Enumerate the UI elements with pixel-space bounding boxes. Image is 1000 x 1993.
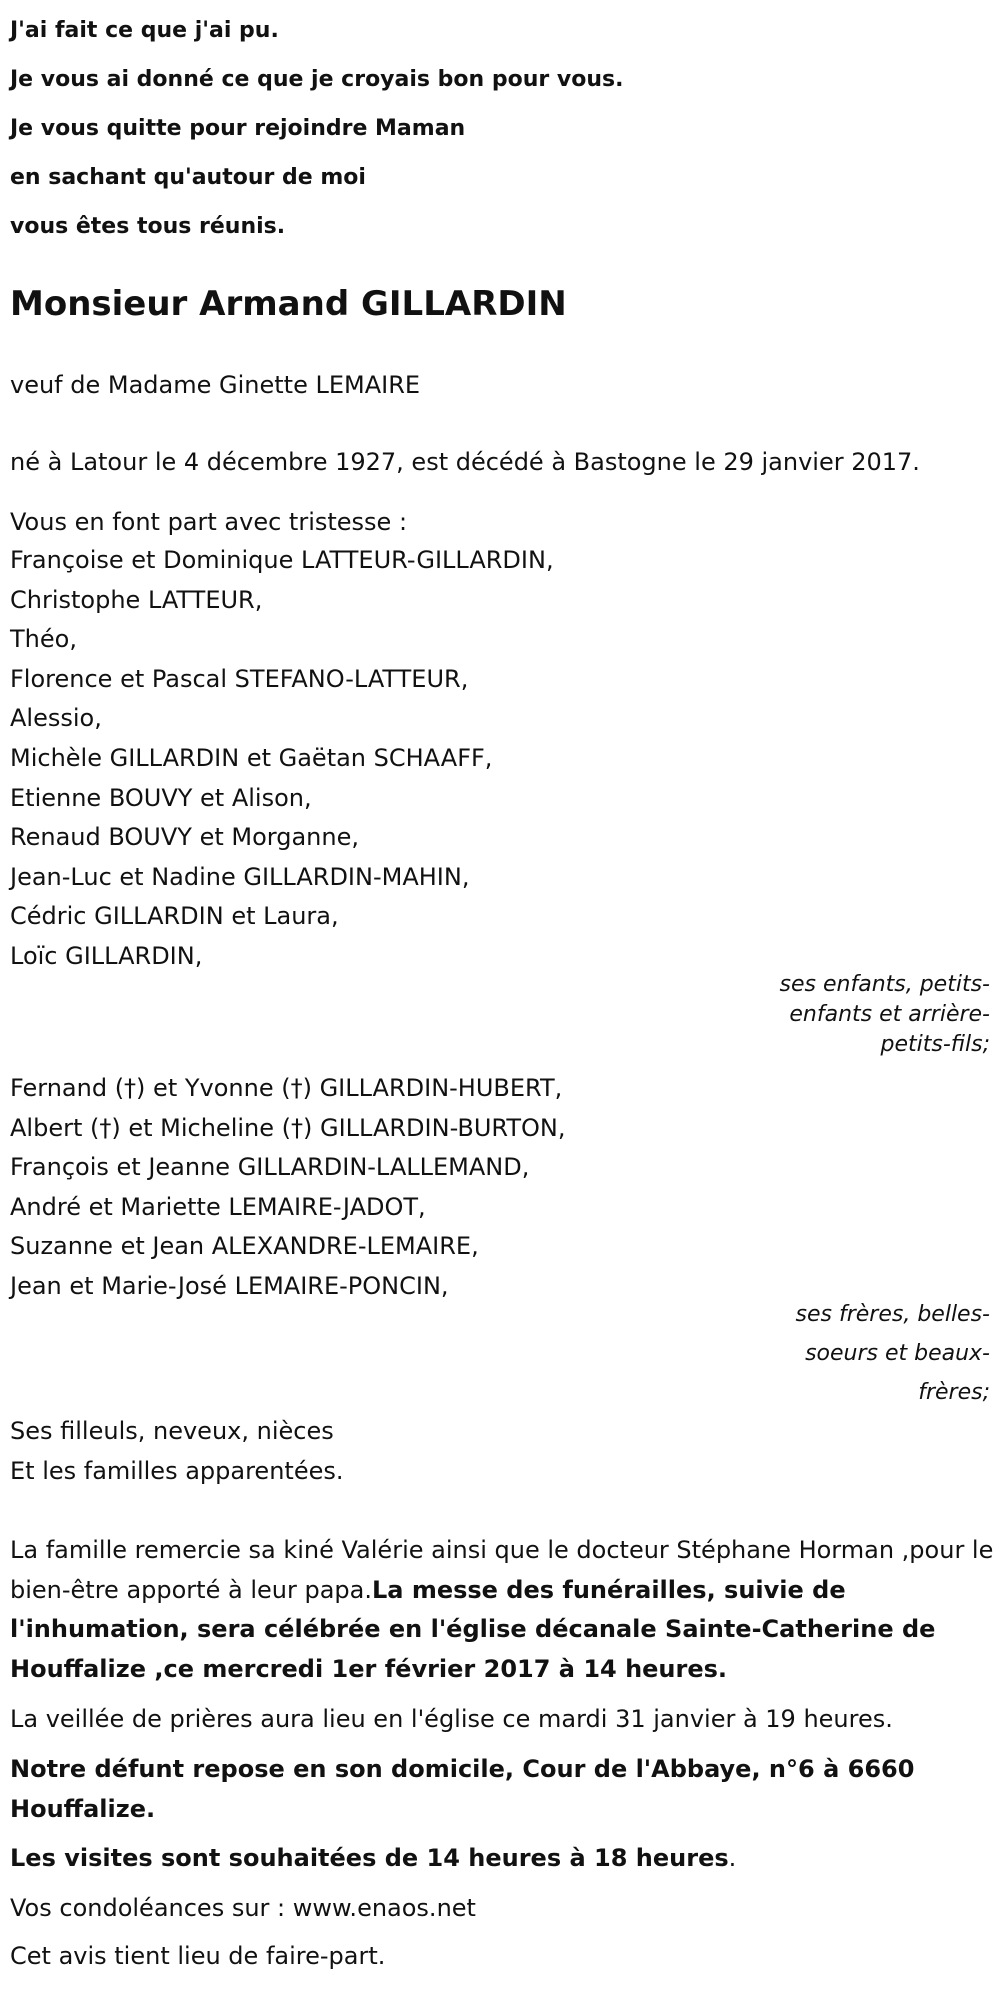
others: [10, 1412, 343, 1491]
list-item: Ses filleuls, neveux, nièces: [10, 1417, 334, 1445]
faire-part-text: Cet avis tient lieu de faire-part.: [10, 1942, 386, 1970]
list-item: Renaud BOUVY et Morganne,: [10, 823, 359, 852]
deceased-name: Monsieur Armand GILLARDIN: [10, 284, 567, 324]
list-item: Albert (†) et Micheline (†) GILLARDIN-BURTON,: [10, 1113, 566, 1142]
list-item: Jean-Luc et Nadine GILLARDIN-MAHIN,: [10, 862, 470, 891]
list-item: Jean et Marie-José LEMAIRE-PONCIN,: [10, 1271, 449, 1300]
visits: [10, 1839, 736, 1878]
list-item: Alessio,: [10, 704, 102, 733]
funeral-text: La messe des funérailles, suivie de l'inhumation, sera célébrée en l'église décanale Sainte-Catherine de Houffalize ,ce mercredi 1er février 2017 à 14 heures.: [10, 1575, 936, 1683]
relation-children: ses enfants, petits-enfants et arrière-petits-fils;: [779, 972, 990, 1057]
visits-text: Les visites sont souhaitées de 14 heures à 18 heures: [10, 1844, 729, 1872]
list-item: Et les familles apparentées.: [10, 1456, 344, 1485]
list-item: Théo,: [10, 625, 77, 654]
list-item: Fernand (†) et Yvonne (†) GILLARDIN-HUBERT,: [10, 1074, 563, 1102]
list-item: François et Jeanne GILLARDIN-LALLEMAND,: [10, 1153, 530, 1182]
poem: [10, 6, 623, 251]
poem-line: Je vous quitte pour rejoindre Maman: [10, 116, 466, 141]
list-item: Cédric GILLARDIN et Laura,: [10, 902, 339, 931]
vigil-text: La veillée de prières aura lieu en l'église ce mardi 31 janvier à 19 heures.: [10, 1705, 893, 1733]
condolences-text: Vos condoléances sur : www.enaos.net: [10, 1894, 476, 1922]
thanks-text: La famille remercie sa kiné Valérie ainsi que le docteur Stéphane Horman ,pour le bien-être apporté à leur papa.: [10, 1536, 994, 1604]
list-item: André et Mariette LEMAIRE-JADOT,: [10, 1192, 426, 1221]
list-item: Suzanne et Jean ALEXANDRE-LEMAIRE,: [10, 1232, 479, 1261]
thanks-and-funeral: [10, 1531, 995, 1689]
poem-line: vous êtes tous réunis.: [10, 214, 286, 239]
birth-death: né à Latour le 4 décembre 1927, est décédé à Bastogne le 29 janvier 2017.: [10, 448, 920, 476]
list-item: Etienne BOUVY et Alison,: [10, 783, 312, 812]
list-item: Michèle GILLARDIN et Gaëtan SCHAAFF,: [10, 743, 493, 772]
poem-line: en sachant qu'autour de moi: [10, 165, 366, 190]
poem-line: Je vous ai donné ce que je croyais bon pour vous.: [10, 67, 624, 92]
family-group-2: [10, 1069, 565, 1307]
poem-line: J'ai fait ce que j'ai pu.: [10, 18, 279, 43]
relation-siblings: ses frères, belles-soeurs et beaux-frères;: [795, 1302, 990, 1405]
list-item: Florence et Pascal STEFANO-LATTEUR,: [10, 664, 469, 693]
visits-end: .: [728, 1844, 737, 1872]
family-group-1: [10, 541, 554, 977]
rest-text: Notre défunt repose en son domicile, Cour de l'Abbaye, n°6 à 6660 Houffalize.: [10, 1755, 915, 1823]
list-item: Loïc GILLARDIN,: [10, 941, 203, 970]
announcement-intro: Vous en font part avec tristesse :: [10, 508, 408, 536]
list-item: Christophe LATTEUR,: [10, 585, 263, 614]
widower-of: veuf de Madame Ginette LEMAIRE: [10, 371, 421, 399]
list-item: Françoise et Dominique LATTEUR-GILLARDIN,: [10, 546, 554, 574]
